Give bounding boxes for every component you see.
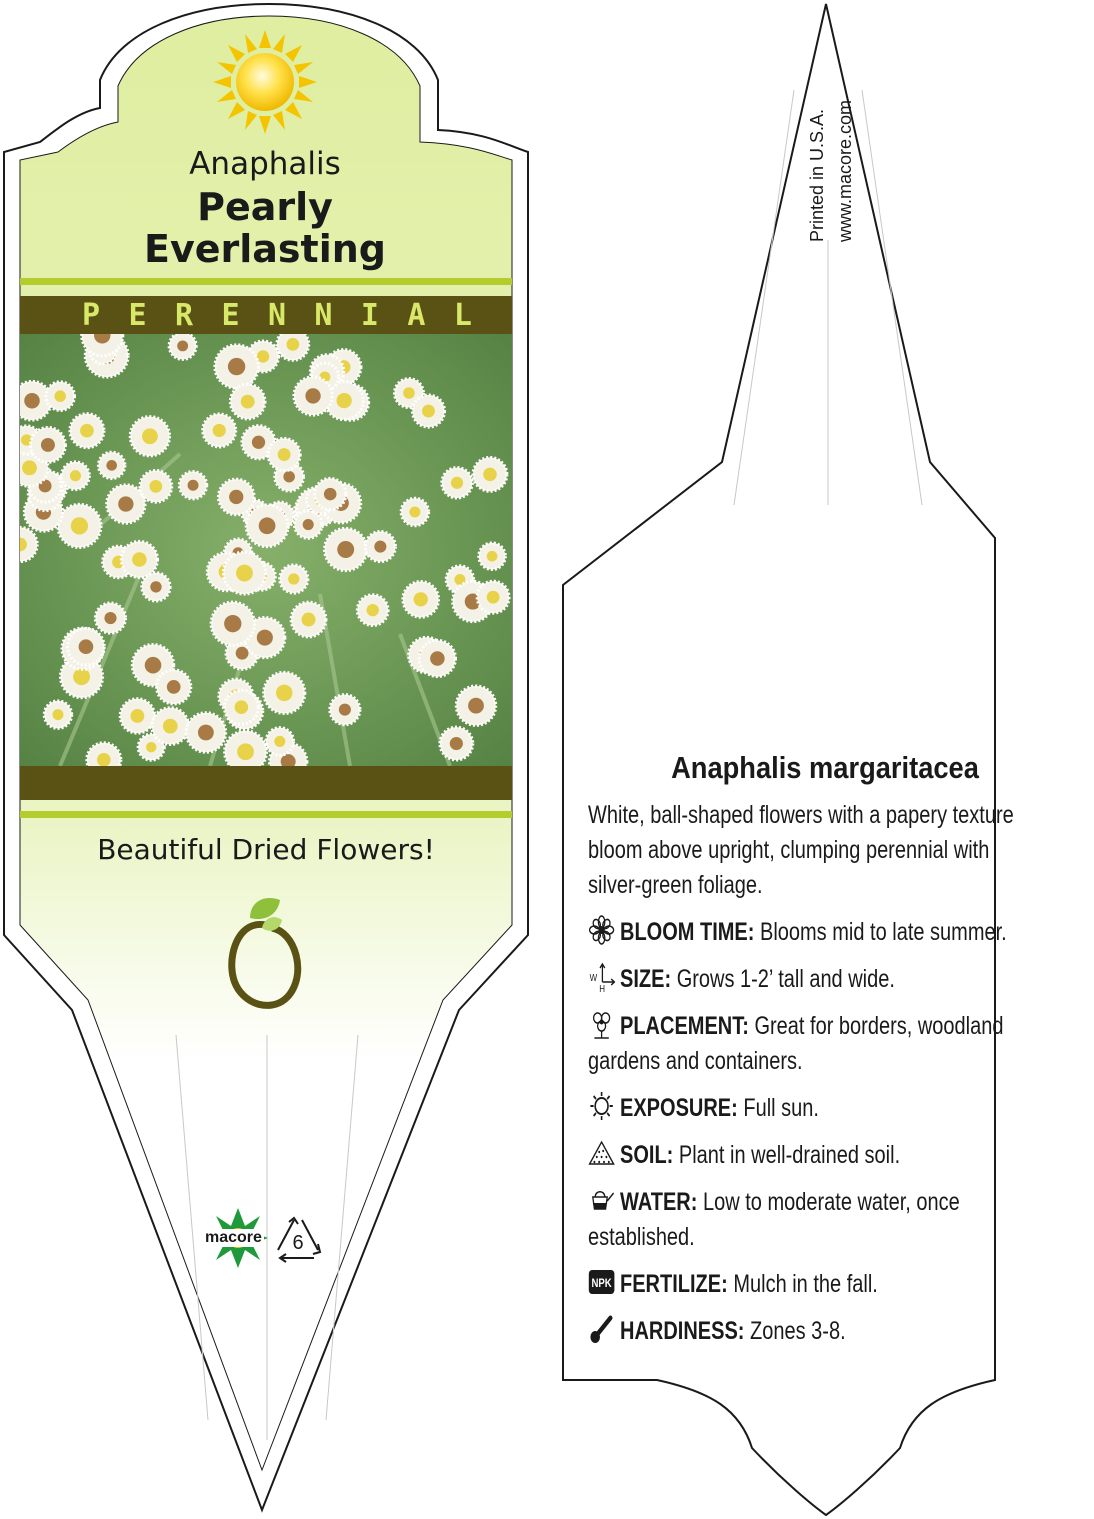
placement-icon: [588, 1009, 615, 1039]
tagline: Beautiful Dried Flowers!: [97, 833, 435, 866]
attribute-bloom-time: [588, 915, 1036, 950]
care-details: [588, 798, 1036, 1361]
placement-value: Great for borders, woodland gardens and containers.: [588, 1012, 1004, 1075]
brand-name: macore: [205, 1229, 262, 1246]
size-icon-w: W: [589, 972, 598, 984]
genus-name: Anaphalis: [189, 146, 341, 182]
sun-outline-icon: [588, 1091, 615, 1121]
size-label: SIZE:: [620, 965, 672, 993]
bloom-time-value: Blooms mid to late summer.: [759, 918, 1007, 946]
sun-icon: [213, 30, 317, 134]
attribute-water: [588, 1185, 1036, 1255]
common-name-line-2: Everlasting: [144, 227, 386, 271]
category-band: [20, 296, 512, 334]
category-letter: E: [221, 297, 240, 333]
attribute-size: [588, 962, 1036, 997]
exposure-label: EXPOSURE:: [620, 1094, 738, 1122]
printed-line-1: Printed in U.S.A.: [807, 108, 827, 242]
recycle-code: 6: [292, 1232, 304, 1254]
hardiness-value: Zones 3-8.: [750, 1317, 846, 1345]
soil-label: SOIL:: [620, 1141, 674, 1169]
printed-info: [803, 62, 863, 242]
water-label: WATER:: [620, 1188, 698, 1216]
soil-icon: [588, 1138, 615, 1168]
plant-description: White, ball-shaped flowers with a papery texture bloom above upright, clumping perennial with silver-green foliage.: [588, 801, 1014, 899]
water-value: Low to moderate water, once established.: [588, 1188, 960, 1251]
npk-icon: [588, 1267, 615, 1297]
flower-icon: [588, 915, 615, 945]
size-value: Grows 1-2’ tall and wide.: [676, 965, 895, 993]
npk-text: NPK: [591, 1277, 612, 1291]
flower-photo: [20, 334, 512, 766]
size-icon-h: H: [599, 983, 605, 992]
size-icon: [588, 962, 615, 992]
category-letter: I: [360, 297, 379, 333]
attribute-soil: [588, 1138, 1036, 1173]
attribute-exposure: [588, 1091, 1036, 1126]
watering-can-icon: [588, 1185, 615, 1215]
fertilize-label: FERTILIZE:: [620, 1270, 728, 1298]
printed-line-2: www.macore.com: [835, 99, 855, 242]
category-letter: P: [82, 297, 101, 333]
category-letter: R: [174, 297, 194, 333]
fertilize-value: Mulch in the fall.: [733, 1270, 878, 1298]
attribute-fertilize: [588, 1267, 1036, 1302]
attribute-placement: [588, 1009, 1036, 1079]
category-letter: A: [407, 297, 426, 333]
category-letter: L: [453, 297, 472, 333]
bloom-time-label: BLOOM TIME:: [620, 918, 755, 946]
category-letter: E: [128, 297, 147, 333]
attribute-hardiness: [588, 1314, 1036, 1349]
placement-label: PLACEMENT:: [620, 1012, 749, 1040]
soil-value: Plant in well-drained soil.: [678, 1141, 901, 1169]
exposure-value: Full sun.: [743, 1094, 819, 1122]
flower-photo-image: [20, 334, 512, 766]
hardiness-label: HARDINESS:: [620, 1317, 745, 1345]
category-letter: N: [314, 297, 333, 333]
category-letter: N: [267, 297, 286, 333]
scientific-name: Anaphalis margaritacea: [671, 750, 979, 785]
bottom-band: [20, 766, 512, 800]
common-name-line-1: Pearly: [197, 185, 333, 229]
thermometer-icon: [588, 1314, 615, 1344]
common-name: [40, 186, 490, 270]
